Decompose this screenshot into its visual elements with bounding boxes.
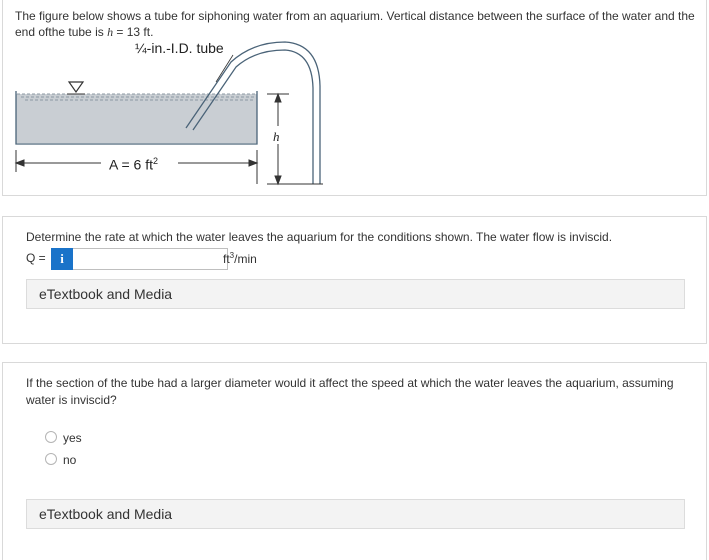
aquarium-water bbox=[16, 94, 257, 143]
diameter-question-text bbox=[26, 375, 674, 409]
etextbook-media-button-2[interactable]: eTextbook and Media bbox=[26, 499, 685, 529]
rate-question-panel bbox=[2, 216, 707, 344]
area-label-text: A = 6 ft bbox=[109, 156, 153, 173]
tube-label-leader bbox=[216, 55, 233, 82]
area-label bbox=[109, 156, 158, 173]
radio-yes-label[interactable]: yes bbox=[63, 431, 82, 445]
radio-yes-circle[interactable] bbox=[45, 431, 57, 443]
unit-exponent: 3 bbox=[229, 251, 235, 260]
radio-option-yes[interactable] bbox=[45, 431, 82, 445]
problem-line-2-post: = 13 ft. bbox=[113, 25, 154, 39]
info-icon[interactable]: i bbox=[51, 248, 73, 270]
problem-panel bbox=[2, 0, 707, 196]
tube-label: ¼-in.-I.D. tube bbox=[135, 40, 224, 56]
unit-tail: /min bbox=[234, 252, 257, 266]
radio-no-label[interactable]: no bbox=[63, 453, 77, 467]
problem-var-h: h bbox=[107, 25, 114, 39]
unit-base: ft bbox=[223, 252, 230, 266]
problem-line-2-pre: end ofthe tube is bbox=[15, 25, 108, 39]
free-surface-triangle bbox=[69, 82, 83, 92]
problem-line-1: The figure below shows a tube for siphoning water from an aquarium. Vertical distance between the surface of the water and the bbox=[15, 9, 695, 23]
answer-label: Q = bbox=[26, 251, 46, 265]
height-label: h bbox=[273, 129, 280, 144]
radio-no-circle[interactable] bbox=[45, 453, 57, 465]
area-label-exponent: 2 bbox=[152, 156, 158, 166]
diameter-question-line-1: If the section of the tube had a larger diameter would it affect the speed at which the water leaves the aquarium, assuming bbox=[26, 376, 674, 390]
diameter-question-panel bbox=[2, 362, 707, 560]
answer-unit bbox=[223, 251, 257, 266]
rate-answer-row bbox=[26, 247, 326, 271]
radio-option-no[interactable] bbox=[45, 453, 76, 467]
etextbook-media-button-1[interactable]: eTextbook and Media bbox=[26, 279, 685, 309]
rate-answer-input[interactable] bbox=[73, 248, 228, 270]
rate-question-text: Determine the rate at which the water leaves the aquarium for the conditions shown. The water flow is inviscid. bbox=[26, 230, 613, 244]
diameter-question-line-2: water is inviscid? bbox=[26, 393, 117, 407]
